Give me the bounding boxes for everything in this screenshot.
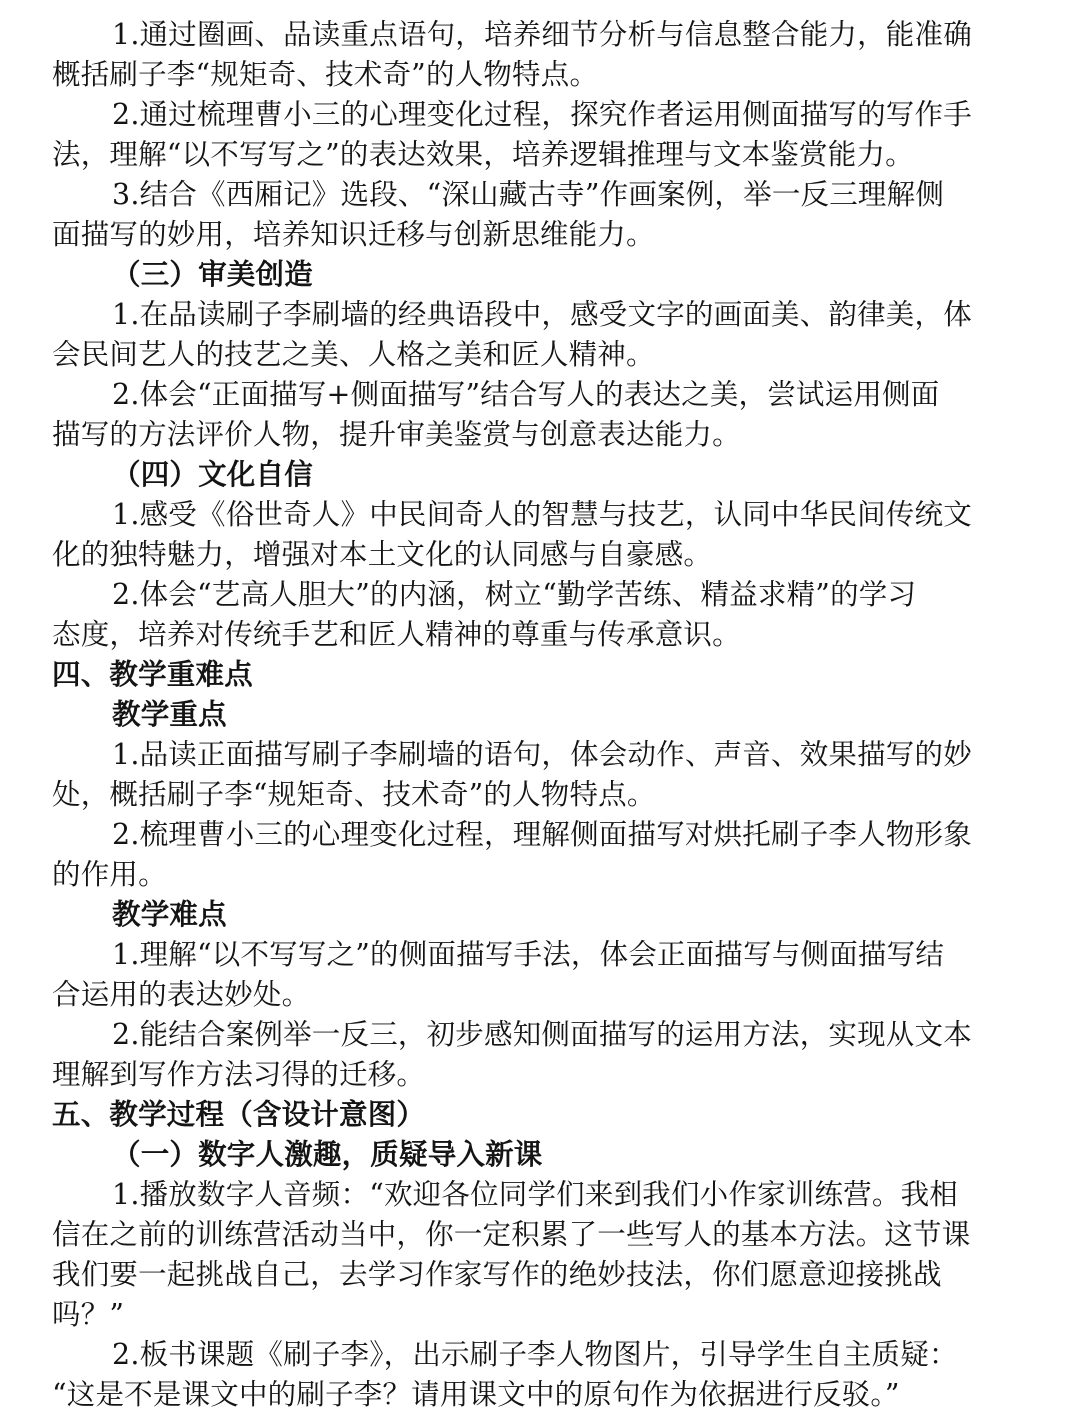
paragraph-line: 合运用的表达妙处。	[52, 978, 311, 1011]
paragraph-line: 吗？”	[52, 1298, 125, 1331]
subsection-heading: （三）审美创造	[112, 258, 313, 291]
paragraph-line: 处，概括刷子李“规矩奇、技术奇”的人物特点。	[52, 778, 656, 811]
subsection-heading: （一）数字人激趣，质疑导入新课	[112, 1138, 543, 1171]
paragraph-line: 2.板书课题《刷子李》，出示刷子李人物图片，引导学生自主质疑：	[112, 1338, 958, 1371]
paragraph-line: 概括刷子李“规矩奇、技术奇”的人物特点。	[52, 58, 599, 91]
paragraph-line: “这是不是课文中的刷子李？请用课文中的原句作为依据进行反驳。”	[52, 1378, 900, 1411]
paragraph-line: 1.在品读刷子李刷墙的经典语段中，感受文字的画面美、韵律美，体	[112, 298, 972, 331]
paragraph-line: 我们要一起挑战自己，去学习作家写作的绝妙技法，你们愿意迎接挑战	[52, 1258, 942, 1291]
paragraph-line: 会民间艺人的技艺之美、人格之美和匠人精神。	[52, 338, 655, 371]
paragraph-line: 1.通过圈画、品读重点语句，培养细节分析与信息整合能力，能准确	[112, 18, 972, 51]
paragraph-line: 面描写的妙用，培养知识迁移与创新思维能力。	[52, 218, 655, 251]
paragraph-line: 理解到写作方法习得的迁移。	[52, 1058, 426, 1091]
paragraph-line: 1.播放数字人音频：“欢迎各位同学们来到我们小作家训练营。我相	[112, 1178, 958, 1211]
paragraph-line: 1.感受《俗世奇人》中民间奇人的智慧与技艺，认同中华民间传统文	[112, 498, 972, 531]
paragraph-line: 3.结合《西厢记》选段、“深山藏古寺”作画案例，举一反三理解侧	[112, 178, 945, 211]
paragraph-line: 2.体会“正面描写+侧面描写”结合写人的表达之美，尝试运用侧面	[112, 378, 940, 411]
paragraph-line: 的作用。	[52, 858, 167, 891]
paragraph-line: 信在之前的训练营活动当中，你一定积累了一些写人的基本方法。这节课	[52, 1218, 971, 1251]
paragraph-line: 2.通过梳理曹小三的心理变化过程，探究作者运用侧面描写的写作手	[112, 98, 972, 131]
paragraph-line: 描写的方法评价人物，提升审美鉴赏与创意表达能力。	[52, 418, 741, 451]
paragraph-line: 2.能结合案例举一反三，初步感知侧面描写的运用方法，实现从文本	[112, 1018, 972, 1051]
paragraph-line: 法，理解“以不写写之”的表达效果，培养逻辑推理与文本鉴赏能力。	[52, 138, 914, 171]
paragraph-line: 2.梳理曹小三的心理变化过程，理解侧面描写对烘托刷子李人物形象	[112, 818, 972, 851]
subsection-heading: 教学重点	[112, 698, 227, 731]
paragraph-line: 1.品读正面描写刷子李刷墙的语句，体会动作、声音、效果描写的妙	[112, 738, 972, 771]
paragraph-line: 态度，培养对传统手艺和匠人精神的尊重与传承意识。	[52, 618, 741, 651]
section-heading: 四、教学重难点	[52, 658, 253, 691]
subsection-heading: （四）文化自信	[112, 458, 313, 491]
paragraph-line: 1.理解“以不写写之”的侧面描写手法，体会正面描写与侧面描写结	[112, 938, 945, 971]
paragraph-line: 化的独特魅力，增强对本土文化的认同感与自豪感。	[52, 538, 713, 571]
subsection-heading: 教学难点	[112, 898, 227, 931]
section-heading: 五、教学过程（含设计意图）	[52, 1098, 426, 1131]
paragraph-line: 2.体会“艺高人胆大”的内涵，树立“勤学苦练、精益求精”的学习	[112, 578, 917, 611]
